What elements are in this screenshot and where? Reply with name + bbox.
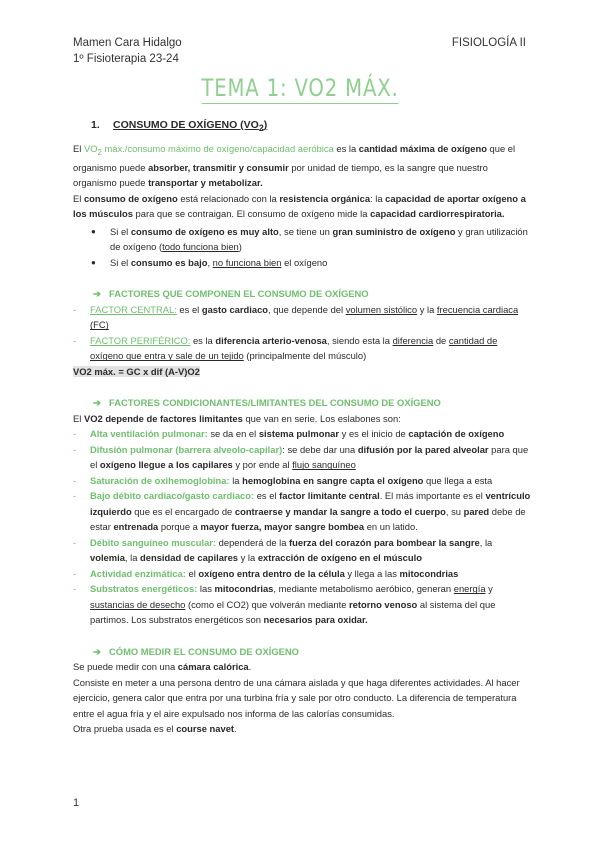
page-number: 1 <box>73 797 80 809</box>
list-item: - Alta ventilación pulmonar: se da en el sistema pulmonar y es el inicio de captación de oxígeno <box>73 426 531 442</box>
subheading-medir: ➔ CÓMO MEDIR EL CONSUMO DE OXÍGENO <box>73 644 531 660</box>
condicionantes-intro: El VO2 depende de factores limitantes que van en serie. Los eslabones son: <box>73 412 401 424</box>
list-item: - Difusión pulmonar (barrera alveolo-capilar): se debe dar una difusión por la pared alveolar para que el oxígeno llegue a los capilares y por ende al flujo sanguíneo <box>73 443 529 471</box>
dash-icon: - <box>73 428 77 440</box>
dash-icon: - <box>73 474 77 486</box>
bullet-icon: ● <box>91 226 96 236</box>
arrow-icon: ➔ <box>93 645 101 657</box>
dash-icon: - <box>73 490 77 502</box>
dash-icon: - <box>73 583 77 595</box>
subheading-factores: ➔ FACTORES QUE COMPONEN EL CONSUMO DE OXÍGENO <box>73 286 531 302</box>
dash-icon: - <box>73 567 77 579</box>
list-item: - Substratos energéticos: las mitocondrias, mediante metabolismo aeróbico, generan energía y sustancias de desecho (como el CO2) que volverán mediante retorno venoso al sistema del que partimos. Los substratos energéticos son necesarios para oxidar. <box>73 583 496 626</box>
arrow-icon: ➔ <box>93 397 101 409</box>
list-item: - FACTOR CENTRAL: es el gasto cardiaco, que depende del volumen sistólico y la frecuencia cardiaca (FC) <box>73 303 519 331</box>
page-title: TEMA 1: VO2 MÁX. <box>201 74 399 102</box>
dash-icon: - <box>73 536 77 548</box>
medir-paragraph-3: Otra prueba usada es el course navet. <box>73 723 237 735</box>
intro-bullet-list <box>73 224 531 271</box>
formula: VO2 máx. = GC x dif (A-V)O2 <box>73 365 200 377</box>
header-author: Mamen Cara Hidalgo <box>73 37 182 49</box>
list-item: - Débito sanguíneo muscular: dependerá de la fuerza del corazón para bombear la sangre, la volemia, la densidad de capilares y la extracción de oxígeno en el músculo <box>73 536 493 564</box>
arrow-icon: ➔ <box>93 288 101 300</box>
medir-paragraph-2: Consiste en meter a una persona dentro de una cámara aislada y que haga diferentes actividades. Al hacer ejercicio, genera calor que entra por una turbina fría y sale por otro conducto. La diferencia de temperatura entre el agua fría y el aire expulsado nos informa de las calorías consumidas. <box>73 676 520 719</box>
list-item: ● Si el consumo de oxígeno es muy alto, se tiene un gran suministro de oxígeno y gran utilización de oxígeno (todo funciona bien) <box>91 225 528 253</box>
intro-paragraph-2: El consumo de oxígeno está relacionado con la resistencia orgánica: la capacidad de aportar oxígeno a los músculos para que se contraigan. El consumo de oxígeno mide la capacidad cardiorrespiratoria. <box>73 192 526 220</box>
list-item: - Bajo débito cardiaco/gasto cardiaco: es el factor limitante central. El más importante es el ventrículo izquierdo que es el encargado de contraerse y mandar la sangre a todo el cuerpo, su pared debe de estar entrenada porque a mayor fuerza, mayor sangre bombea en un latido. <box>73 490 531 533</box>
header-course: 1º Fisioterapia 23-24 <box>73 53 179 65</box>
section-heading: 1. CONSUMO DE OXÍGENO $(VO_2)$ <box>91 119 268 134</box>
intro-paragraph-1: El $VO_2$ máx./consumo máximo de oxígeno/capacidad aeróbica es la cantidad máxima de oxígeno que el organismo puede absorber, transmitir y consumir por unidad de tiempo, es la sangre que nuestro organismo puede transportar y metabolizar. <box>73 142 516 189</box>
dash-icon: - <box>73 303 77 315</box>
subheading-condicionantes: ➔ FACTORES CONDICIONANTES/LIMITANTES DEL CONSUMO DE OXÍGENO <box>73 395 531 411</box>
medir-paragraph-1: Se puede medir con una cámara calórica. <box>73 661 252 673</box>
document-body <box>73 118 531 737</box>
dash-icon: - <box>73 334 77 346</box>
list-item: - Actividad enzimática: el oxígeno entra dentro de la célula y llega a las mitocondrias <box>73 566 531 582</box>
condicionantes-list <box>73 426 531 628</box>
bullet-icon: ● <box>91 257 96 267</box>
list-item: ● Si el consumo es bajo, no funciona bien el oxígeno <box>73 255 531 271</box>
dash-icon: - <box>73 443 77 455</box>
list-item: - FACTOR PERIFÉRICO: es la diferencia arterio-venosa, siendo esta la diferencia de cantidad de oxígeno que entra y sale de un tejido (principalmente del músculo) <box>73 334 498 362</box>
list-item: - Saturación de oxihemoglobina: la hemoglobina en sangre capta el oxígeno que llega a esta <box>73 473 531 489</box>
header-subject: FISIOLOGÍA II <box>451 37 526 49</box>
factores-list <box>73 302 531 364</box>
